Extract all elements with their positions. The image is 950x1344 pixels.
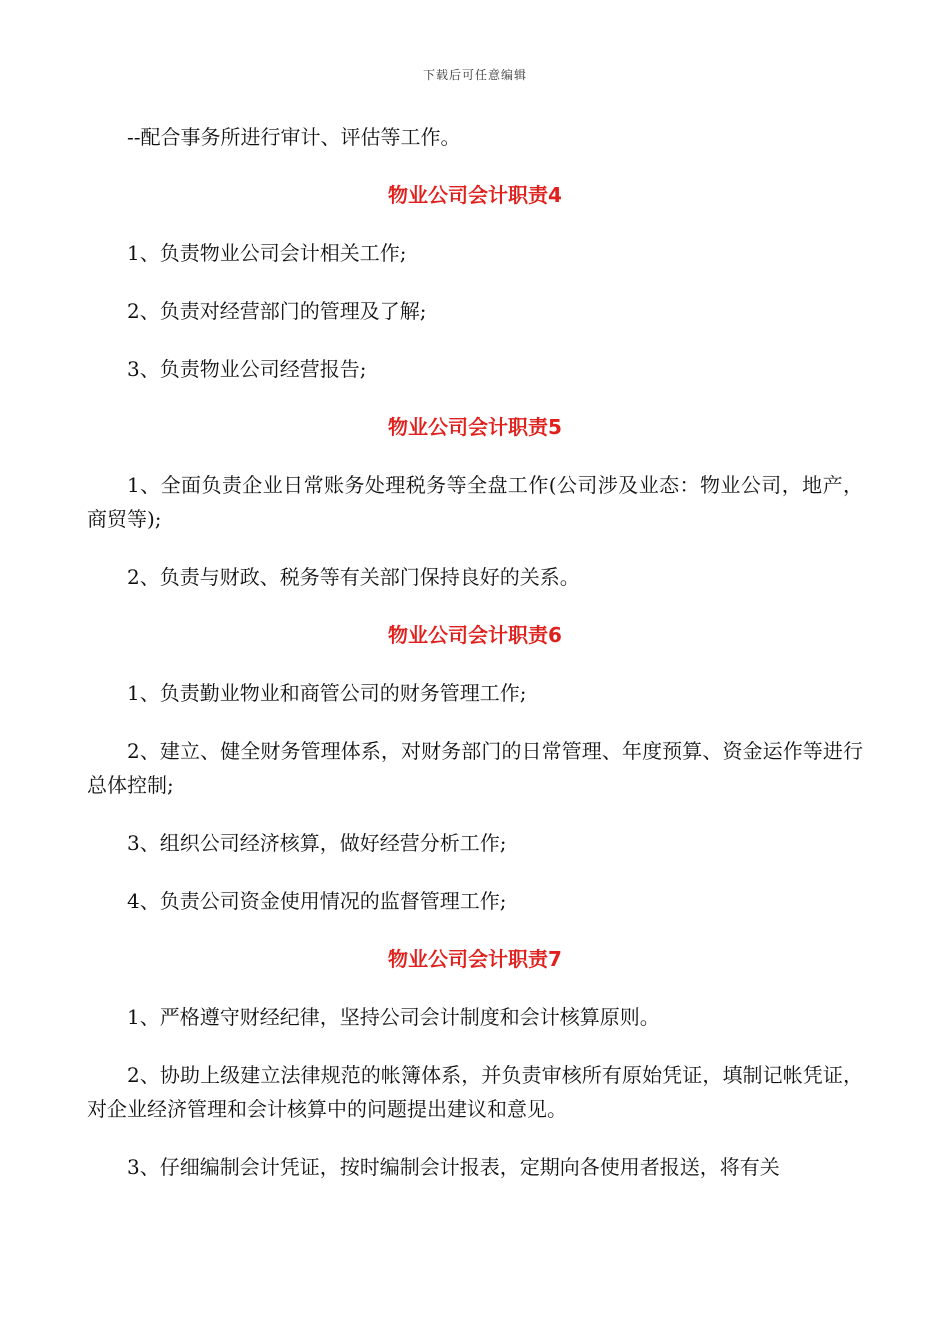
paragraph: 1、全面负责企业日常账务处理税务等全盘工作(公司涉及业态：物业公司，地产，商贸等); — [87, 473, 863, 531]
paragraph: 2、建立、健全财务管理体系，对财务部门的日常管理、年度预算、资金运作等进行总体控制; — [87, 739, 863, 797]
section-heading-7: 物业公司会计职责7 — [388, 947, 562, 971]
paragraph: 3、负责物业公司经营报告; — [127, 357, 367, 381]
section-heading-6: 物业公司会计职责6 — [388, 623, 562, 647]
section-heading-4: 物业公司会计职责4 — [388, 183, 562, 207]
paragraph: 1、负责勤业物业和商管公司的财务管理工作; — [127, 681, 527, 705]
paragraph: 3、组织公司经济核算，做好经营分析工作; — [127, 831, 507, 855]
header-note: 下载后可任意编辑 — [422, 68, 527, 82]
paragraph: 2、协助上级建立法律规范的帐簿体系，并负责审核所有原始凭证，填制记帐凭证，对企业经济管理和会计核算中的问题提出建议和意见。 — [87, 1063, 863, 1121]
paragraph: 1、负责物业公司会计相关工作; — [127, 241, 407, 265]
paragraph: 2、负责对经营部门的管理及了解; — [127, 299, 427, 323]
paragraph: 1、严格遵守财经纪律，坚持公司会计制度和会计核算原则。 — [127, 1005, 660, 1029]
section-heading-5: 物业公司会计职责5 — [388, 415, 562, 439]
document-body — [87, 120, 863, 1184]
paragraph: 2、负责与财政、税务等有关部门保持良好的关系。 — [127, 565, 580, 589]
paragraph: --配合事务所进行审计、评估等工作。 — [127, 125, 461, 149]
paragraph: 4、负责公司资金使用情况的监督管理工作; — [127, 889, 507, 913]
paragraph: 3、仔细编制会计凭证，按时编制会计报表，定期向各使用者报送，将有关 — [127, 1155, 780, 1179]
